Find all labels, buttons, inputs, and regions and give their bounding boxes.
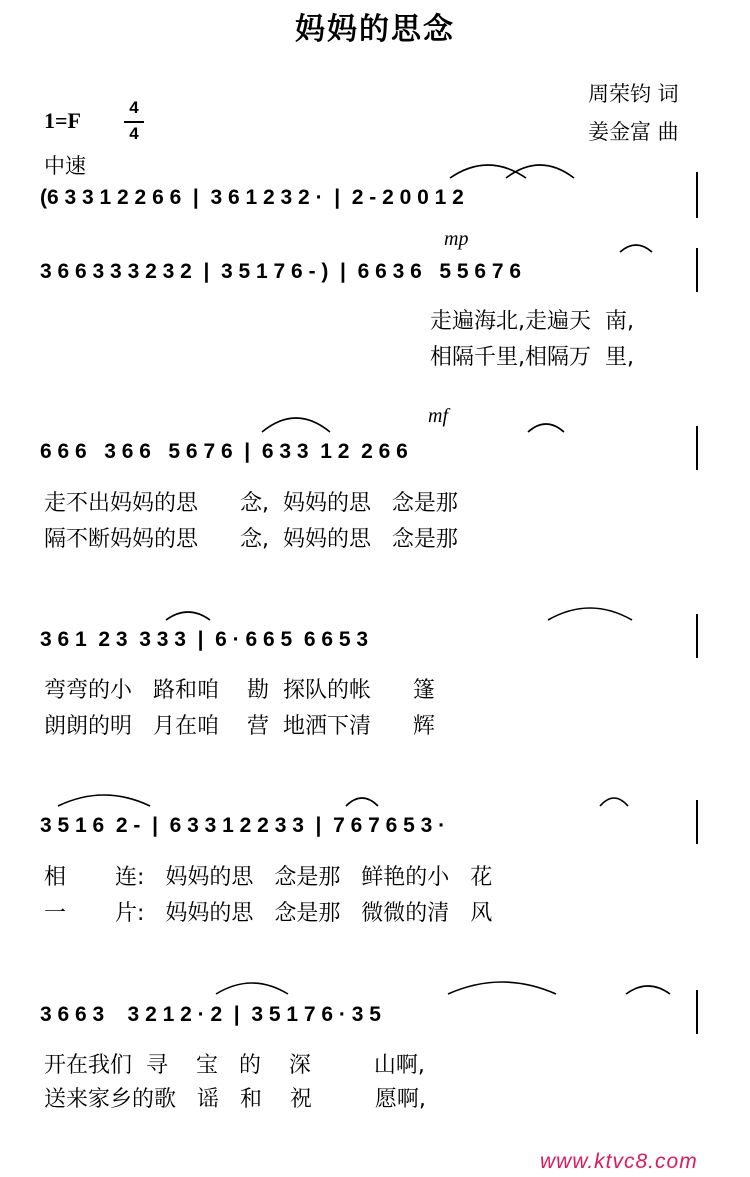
time-signature-bottom: 4 [129, 124, 139, 143]
composer-credit: 姜金富 曲 [588, 120, 679, 144]
slur [448, 982, 556, 994]
slur [600, 798, 628, 806]
watermark: www.ktvc8.com [540, 1150, 698, 1173]
tempo-marking: 中速 [44, 154, 86, 178]
lyric-line-3a: 弯弯的小 路和咱 勘 探队的帐 篷 [44, 678, 435, 703]
key-signature: 1=F [44, 108, 81, 133]
lyric-line-3b: 朗朗的明 月在咱 营 地洒下清 辉 [44, 714, 435, 739]
slur [620, 245, 652, 252]
notation-line-6: 3 6 6 3 3 2 1 2 · 2 | 3 5 1 7 6 · 3 5 [40, 1003, 381, 1026]
lyric-line-1b: 相隔千里,相隔万 里, [430, 345, 634, 370]
slur [528, 424, 564, 432]
lyric-line-4b: 一 片: 妈妈的思 念是那 微微的清 风 [44, 901, 493, 926]
notation-line-3: 6 6 6 3 6 6 5 6 7 6 | 6 3 3 1 2 2 6 6 [40, 440, 408, 463]
dynamic-mf: mf [428, 405, 448, 427]
page-title: 妈妈的思念 [295, 12, 455, 47]
lyric-line-1a: 走遍海北,走遍天 南, [430, 309, 634, 334]
lyric-line-5a: 开在我们 寻 宝 的 深 山啊, [44, 1053, 425, 1078]
lyricist-credit: 周荣钧 词 [588, 82, 679, 106]
slur [216, 983, 288, 994]
notation-line-1: (6 3 3 1 2 2 6 6 | 3 6 1 2 3 2 · | 2 - 2 0 0 1 2 [40, 186, 464, 209]
slur [548, 608, 632, 620]
notation-line-2: 3 6 6 3 3 3 2 3 2 | 3 5 1 7 6 - ) | 6 6 3 6 5 5 6 7 6 [40, 260, 522, 283]
lyric-line-2a: 走不出妈妈的思 念, 妈妈的思 念是那 [44, 491, 458, 516]
slur [506, 165, 574, 178]
dynamic-mp: mp [444, 228, 469, 250]
time-signature-top: 4 [129, 98, 139, 117]
lyric-line-5b: 送来家乡的歌 谣 和 祝 愿啊, [44, 1087, 426, 1112]
lyric-line-2b: 隔不断妈妈的思 念, 妈妈的思 念是那 [44, 527, 458, 552]
slur [626, 986, 670, 994]
slur [262, 418, 330, 432]
slur [346, 798, 378, 806]
notation-line-5: 3 5 1 6 2 - | 6 3 3 1 2 2 3 3 | 7 6 7 6 5 3 · [40, 814, 446, 837]
slur [58, 795, 150, 806]
notation-line-4: 3 6 1 2 3 3 3 3 | 6 · 6 6 5 6 6 5 3 [40, 628, 369, 651]
lyric-line-4a: 相 连: 妈妈的思 念是那 鲜艳的小 花 [44, 865, 493, 890]
slur [166, 612, 210, 620]
